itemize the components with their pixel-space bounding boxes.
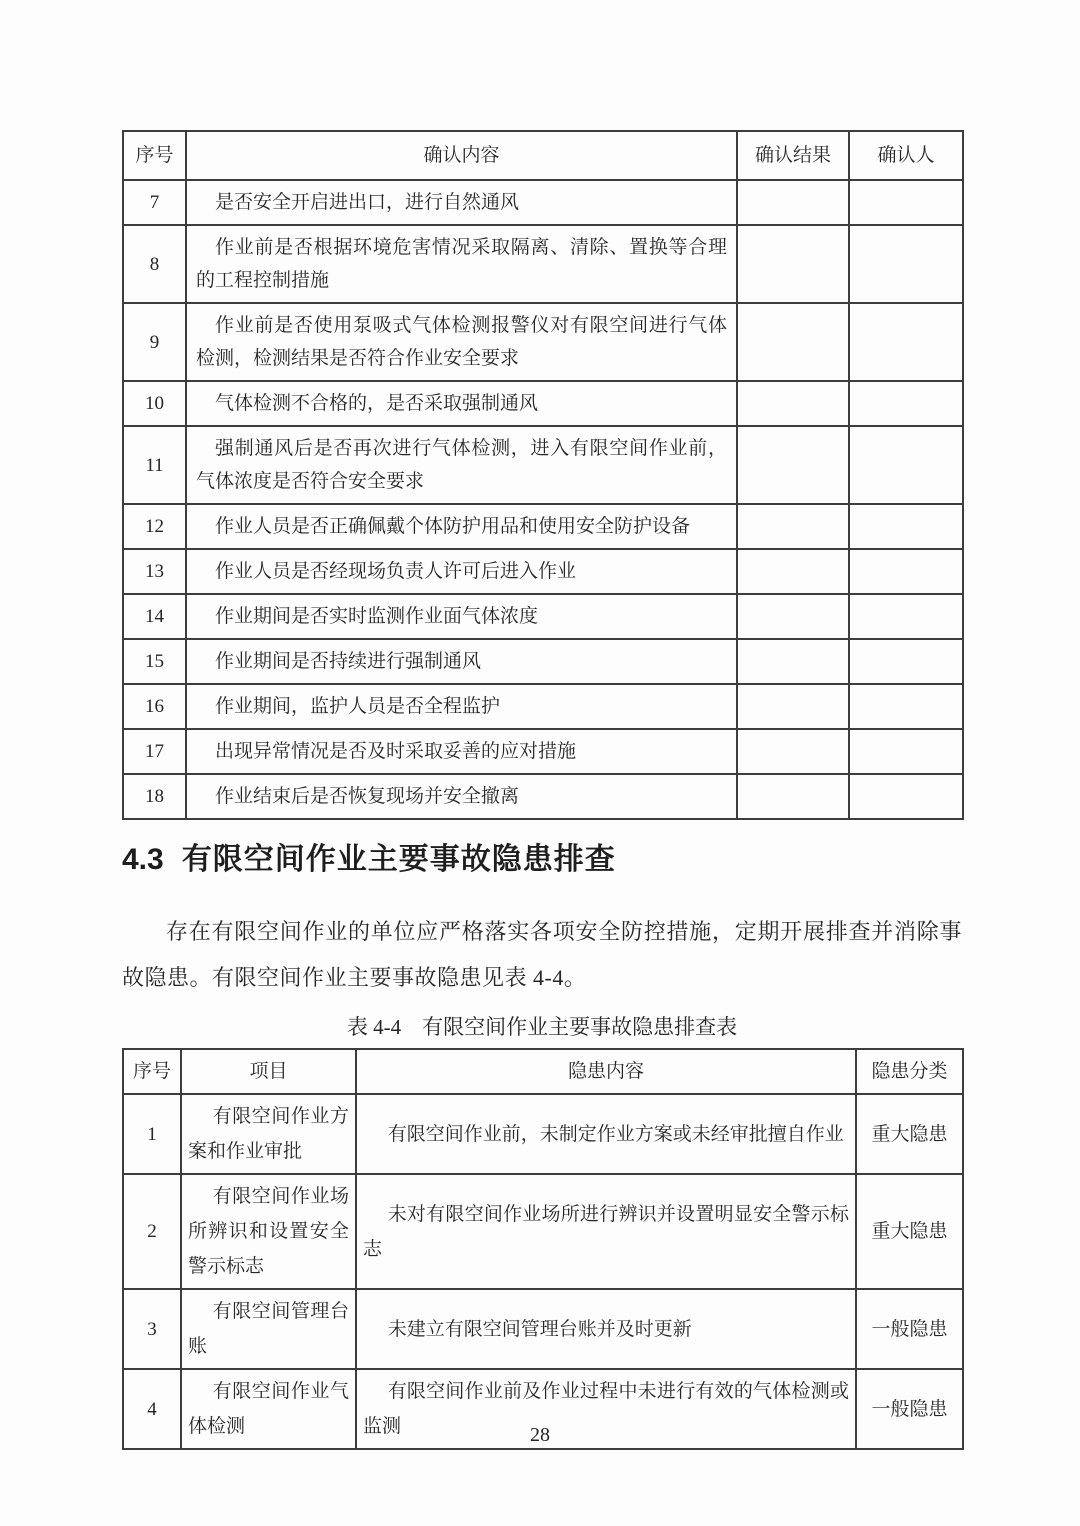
confirmation-content-cell: 作业前是否使用泵吸式气体检测报警仪对有限空间进行气体检测，检测结果是否符合作业安全要求 (186, 303, 737, 381)
confirmer-cell (849, 684, 963, 729)
confirmer-cell (849, 774, 963, 819)
serial-number-cell: 3 (123, 1289, 181, 1369)
confirmation-table-body (123, 180, 963, 819)
confirmation-result-cell (737, 180, 849, 225)
confirmation-result-cell (737, 729, 849, 774)
confirmer-cell (849, 729, 963, 774)
section-title: 有限空间作业主要事故隐患排查 (181, 843, 616, 876)
serial-number-cell: 2 (123, 1174, 181, 1289)
confirmation-result-cell (737, 639, 849, 684)
table-row (123, 729, 963, 774)
column-header-hazard-content: 隐患内容 (356, 1049, 856, 1094)
confirmer-cell (849, 426, 963, 504)
column-header-confirmation-content: 确认内容 (186, 131, 737, 180)
serial-number-cell: 18 (123, 774, 186, 819)
serial-number-cell: 11 (123, 426, 186, 504)
item-cell: 有限空间管理台账 (181, 1289, 356, 1369)
confirmation-result-cell (737, 549, 849, 594)
serial-number-cell: 7 (123, 180, 186, 225)
table-row (123, 774, 963, 819)
confirmation-result-cell (737, 225, 849, 303)
section-number: 4.3 (122, 843, 164, 876)
hazard-table-body (123, 1094, 963, 1449)
confirmation-result-cell (737, 594, 849, 639)
hazard-content-cell: 有限空间作业前及作业过程中未进行有效的气体检测或监测 (356, 1369, 856, 1449)
table-row (123, 225, 963, 303)
hazard-content-cell: 未对有限空间作业场所进行辨识并设置明显安全警示标志 (356, 1174, 856, 1289)
confirmation-content-cell: 作业期间是否实时监测作业面气体浓度 (186, 594, 737, 639)
serial-number-cell: 16 (123, 684, 186, 729)
hazard-content-cell: 有限空间作业前，未制定作业方案或未经审批擅自作业 (356, 1094, 856, 1174)
serial-number-cell: 8 (123, 225, 186, 303)
confirmer-cell (849, 180, 963, 225)
serial-number-cell: 13 (123, 549, 186, 594)
confirmation-result-cell (737, 381, 849, 426)
hazard-category-cell: 重大隐患 (856, 1094, 963, 1174)
confirmer-cell (849, 225, 963, 303)
serial-number-cell: 14 (123, 594, 186, 639)
item-cell: 有限空间作业场所辨识和设置安全警示标志 (181, 1174, 356, 1289)
table-caption: 表 4-4 有限空间作业主要事故隐患排查表 (346, 1015, 738, 1039)
confirmation-result-cell (737, 303, 849, 381)
intro-paragraph: 存在有限空间作业的单位应严格落实各项安全防控措施，定期开展排查并消除事故隐患。有限空间作业主要事故隐患见表 4-4。 (122, 919, 962, 990)
confirmation-table-header-row (123, 131, 963, 180)
confirmer-cell (849, 303, 963, 381)
column-header-item: 项目 (181, 1049, 356, 1094)
serial-number-cell: 4 (123, 1369, 181, 1449)
confirmation-content-cell: 出现异常情况是否及时采取妥善的应对措施 (186, 729, 737, 774)
column-header-confirmer: 确认人 (849, 131, 963, 180)
item-cell: 有限空间作业方案和作业审批 (181, 1094, 356, 1174)
column-header-confirmation-result: 确认结果 (737, 131, 849, 180)
confirmation-content-cell: 强制通风后是否再次进行气体检测，进入有限空间作业前，气体浓度是否符合安全要求 (186, 426, 737, 504)
confirmer-cell (849, 549, 963, 594)
table-row (123, 684, 963, 729)
confirmation-content-cell: 作业前是否根据环境危害情况采取隔离、清除、置换等合理的工程控制措施 (186, 225, 737, 303)
table-row (123, 1094, 963, 1174)
serial-number-cell: 15 (123, 639, 186, 684)
confirmation-content-cell: 是否安全开启进出口，进行自然通风 (186, 180, 737, 225)
column-header-serial: 序号 (123, 1049, 181, 1094)
confirmation-content-cell: 作业期间是否持续进行强制通风 (186, 639, 737, 684)
confirmation-result-cell (737, 774, 849, 819)
table-row (123, 426, 963, 504)
confirmation-content-cell: 作业期间，监护人员是否全程监护 (186, 684, 737, 729)
table-row (123, 504, 963, 549)
confirmation-table (122, 130, 964, 820)
page-content (122, 130, 962, 1450)
hazard-category-cell: 重大隐患 (856, 1174, 963, 1289)
hazard-table-header-row (123, 1049, 963, 1094)
serial-number-cell: 9 (123, 303, 186, 381)
confirmation-content-cell: 作业结束后是否恢复现场并安全撤离 (186, 774, 737, 819)
serial-number-cell: 17 (123, 729, 186, 774)
hazard-table (122, 1048, 964, 1450)
table-row (123, 549, 963, 594)
item-cell: 有限空间作业气体检测 (181, 1369, 356, 1449)
confirmation-result-cell (737, 504, 849, 549)
confirmation-result-cell (737, 684, 849, 729)
serial-number-cell: 12 (123, 504, 186, 549)
hazard-category-cell: 一般隐患 (856, 1289, 963, 1369)
table-row (123, 594, 963, 639)
confirmation-content-cell: 作业人员是否经现场负责人许可后进入作业 (186, 549, 737, 594)
confirmation-content-cell: 作业人员是否正确佩戴个体防护用品和使用安全防护设备 (186, 504, 737, 549)
serial-number-cell: 10 (123, 381, 186, 426)
table-row (123, 180, 963, 225)
table-row (123, 1174, 963, 1289)
table-row (123, 381, 963, 426)
confirmation-result-cell (737, 426, 849, 504)
column-header-hazard-category: 隐患分类 (856, 1049, 963, 1094)
column-header-serial: 序号 (123, 131, 186, 180)
confirmer-cell (849, 504, 963, 549)
table-row (123, 1289, 963, 1369)
confirmer-cell (849, 381, 963, 426)
hazard-category-cell: 一般隐患 (856, 1369, 963, 1449)
page-number: 28 (530, 1424, 550, 1446)
confirmer-cell (849, 639, 963, 684)
section-heading (122, 840, 962, 880)
table-row (123, 303, 963, 381)
serial-number-cell: 1 (123, 1094, 181, 1174)
hazard-content-cell: 未建立有限空间管理台账并及时更新 (356, 1289, 856, 1369)
table-row (123, 639, 963, 684)
confirmer-cell (849, 594, 963, 639)
confirmation-content-cell: 气体检测不合格的，是否采取强制通风 (186, 381, 737, 426)
